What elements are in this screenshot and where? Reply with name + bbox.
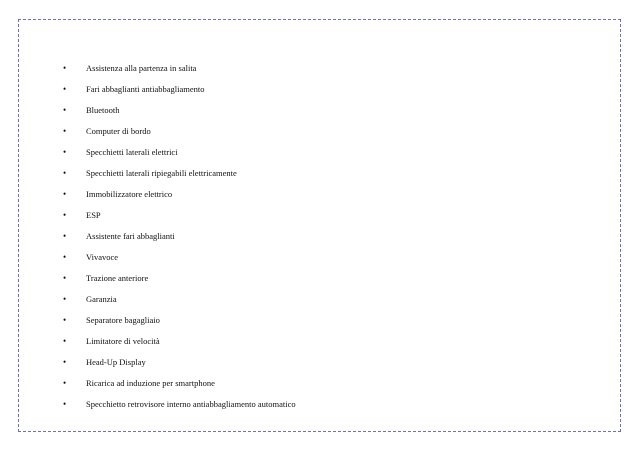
feature-list-frame bbox=[18, 19, 621, 432]
feature-label: Specchietti laterali ripiegabili elettricamente bbox=[86, 168, 237, 178]
bullet-icon: • bbox=[63, 168, 67, 178]
feature-label: ESP bbox=[86, 210, 101, 220]
feature-item bbox=[19, 268, 620, 289]
feature-item bbox=[19, 58, 620, 79]
bullet-icon: • bbox=[63, 378, 67, 388]
feature-item bbox=[19, 289, 620, 310]
bullet-icon: • bbox=[63, 189, 67, 199]
feature-label: Computer di bordo bbox=[86, 126, 151, 136]
bullet-icon: • bbox=[63, 105, 67, 115]
feature-item bbox=[19, 100, 620, 121]
feature-item bbox=[19, 373, 620, 394]
bullet-icon: • bbox=[63, 84, 67, 94]
feature-label: Garanzia bbox=[86, 294, 117, 304]
bullet-icon: • bbox=[63, 126, 67, 136]
feature-item bbox=[19, 79, 620, 100]
feature-item bbox=[19, 247, 620, 268]
bullet-icon: • bbox=[63, 252, 67, 262]
bullet-icon: • bbox=[63, 399, 67, 409]
feature-label: Head-Up Display bbox=[86, 357, 146, 367]
feature-list bbox=[19, 58, 620, 415]
feature-label: Limitatore di velocità bbox=[86, 336, 160, 346]
feature-label: Fari abbaglianti antiabbagliamento bbox=[86, 84, 205, 94]
feature-label: Assistenza alla partenza in salita bbox=[86, 63, 197, 73]
feature-label: Assistente fari abbaglianti bbox=[86, 231, 175, 241]
feature-item bbox=[19, 205, 620, 226]
bullet-icon: • bbox=[63, 231, 67, 241]
feature-item bbox=[19, 142, 620, 163]
bullet-icon: • bbox=[63, 210, 67, 220]
bullet-icon: • bbox=[63, 357, 67, 367]
feature-item bbox=[19, 394, 620, 415]
bullet-icon: • bbox=[63, 147, 67, 157]
feature-item bbox=[19, 184, 620, 205]
feature-label: Specchietti laterali elettrici bbox=[86, 147, 178, 157]
feature-label: Separatore bagagliaio bbox=[86, 315, 160, 325]
feature-label: Bluetooth bbox=[86, 105, 120, 115]
bullet-icon: • bbox=[63, 315, 67, 325]
feature-item bbox=[19, 163, 620, 184]
feature-label: Trazione anteriore bbox=[86, 273, 149, 283]
feature-item bbox=[19, 226, 620, 247]
feature-label: Immobilizzatore elettrico bbox=[86, 189, 173, 199]
bullet-icon: • bbox=[63, 63, 67, 73]
bullet-icon: • bbox=[63, 336, 67, 346]
bullet-icon: • bbox=[63, 273, 67, 283]
feature-item bbox=[19, 352, 620, 373]
feature-item bbox=[19, 331, 620, 352]
feature-item bbox=[19, 310, 620, 331]
bullet-icon: • bbox=[63, 294, 67, 304]
feature-label: Specchietto retrovisore interno antiabbagliamento automatico bbox=[86, 399, 296, 409]
feature-label: Vivavoce bbox=[86, 252, 119, 262]
feature-label: Ricarica ad induzione per smartphone bbox=[86, 378, 215, 388]
feature-item bbox=[19, 121, 620, 142]
